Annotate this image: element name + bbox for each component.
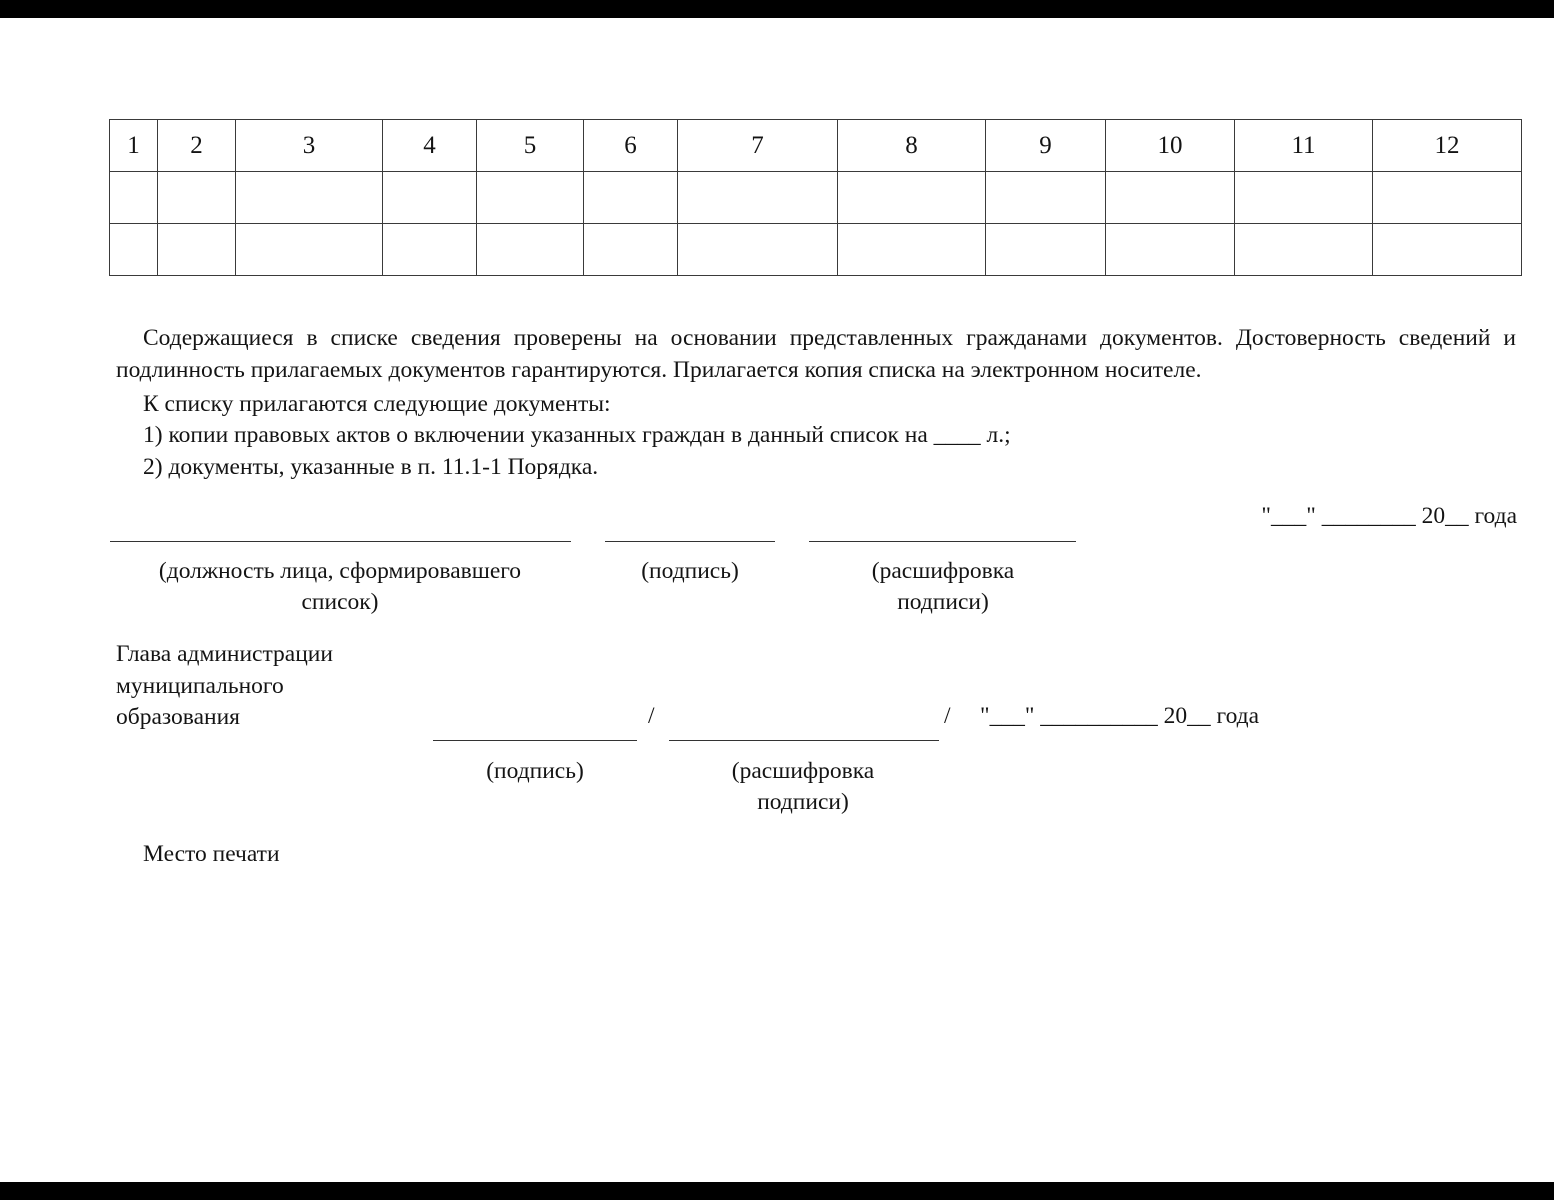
table-cell — [110, 224, 158, 276]
table-cell — [236, 172, 383, 224]
table-cell — [110, 172, 158, 224]
table-cell — [838, 224, 986, 276]
table-row — [110, 172, 1522, 224]
scan-border-bottom — [0, 1182, 1554, 1200]
column-number-cell: 4 — [383, 120, 477, 172]
table-cell — [1373, 172, 1522, 224]
table-cell — [678, 172, 838, 224]
column-number-cell: 5 — [477, 120, 584, 172]
table-cell — [1373, 224, 1522, 276]
column-number-cell: 11 — [1235, 120, 1373, 172]
table-header-row — [110, 120, 1522, 172]
decoding-caption: (расшифровка подписи) — [871, 558, 1015, 615]
table-cell — [236, 224, 383, 276]
column-number-cell: 9 — [986, 120, 1106, 172]
table-cell — [383, 224, 477, 276]
signature-line — [605, 541, 775, 542]
attachment-item-2: 2) документы, указанные в п. 11.1-1 Порядка. — [143, 454, 599, 480]
table-cell — [477, 224, 584, 276]
signature1-date: "___" ________ 20__ года — [1261, 503, 1517, 529]
statement-paragraph: Содержащиеся в списке сведения проверены на основании представленных гражданами документов. Достоверность сведений и подлинность прилагаемых документов гарантируются. Прилагается копия списка на электронном носителе. — [116, 325, 1516, 383]
table-cell — [584, 172, 678, 224]
head-decoding-line — [669, 740, 939, 741]
table-cell — [838, 172, 986, 224]
head-of-administration-title: Глава администрации муниципального образования — [116, 641, 333, 730]
separator-slash-1: / — [648, 703, 655, 729]
signature-caption: (подпись) — [641, 558, 739, 584]
table-cell — [584, 224, 678, 276]
scan-border-top — [0, 0, 1554, 18]
separator-slash-2: / — [944, 703, 951, 729]
data-table — [109, 119, 1522, 276]
position-caption: (должность лица, сформировавшего список) — [158, 558, 522, 615]
column-number-cell: 6 — [584, 120, 678, 172]
head-signature-line — [433, 740, 637, 741]
table-cell — [158, 224, 236, 276]
table-cell — [383, 172, 477, 224]
position-line — [110, 541, 571, 542]
table-cell — [477, 172, 584, 224]
signature2-date: "___" __________ 20__ года — [980, 703, 1260, 729]
table-cell — [986, 172, 1106, 224]
column-number-cell: 3 — [236, 120, 383, 172]
attachments-intro: К списку прилагаются следующие документы: — [143, 391, 611, 417]
column-number-cell: 2 — [158, 120, 236, 172]
column-number-cell: 8 — [838, 120, 986, 172]
table-cell — [986, 224, 1106, 276]
table-cell — [1106, 224, 1235, 276]
table-cell — [1235, 224, 1373, 276]
table-cell — [678, 224, 838, 276]
table-cell — [1235, 172, 1373, 224]
table-row — [110, 224, 1522, 276]
column-number-cell: 7 — [678, 120, 838, 172]
column-number-cell: 10 — [1106, 120, 1235, 172]
stamp-place: Место печати — [143, 841, 280, 867]
head-signature-caption: (подпись) — [486, 758, 584, 784]
attachment-item-1: 1) копии правовых актов о включении указанных граждан в данный список на ____ л.; — [143, 422, 1011, 448]
table-cell — [158, 172, 236, 224]
decoding-line — [809, 541, 1076, 542]
column-number-cell: 1 — [110, 120, 158, 172]
table-cell — [1106, 172, 1235, 224]
column-number-cell: 12 — [1373, 120, 1522, 172]
head-decoding-caption: (расшифровка подписи) — [731, 758, 875, 815]
